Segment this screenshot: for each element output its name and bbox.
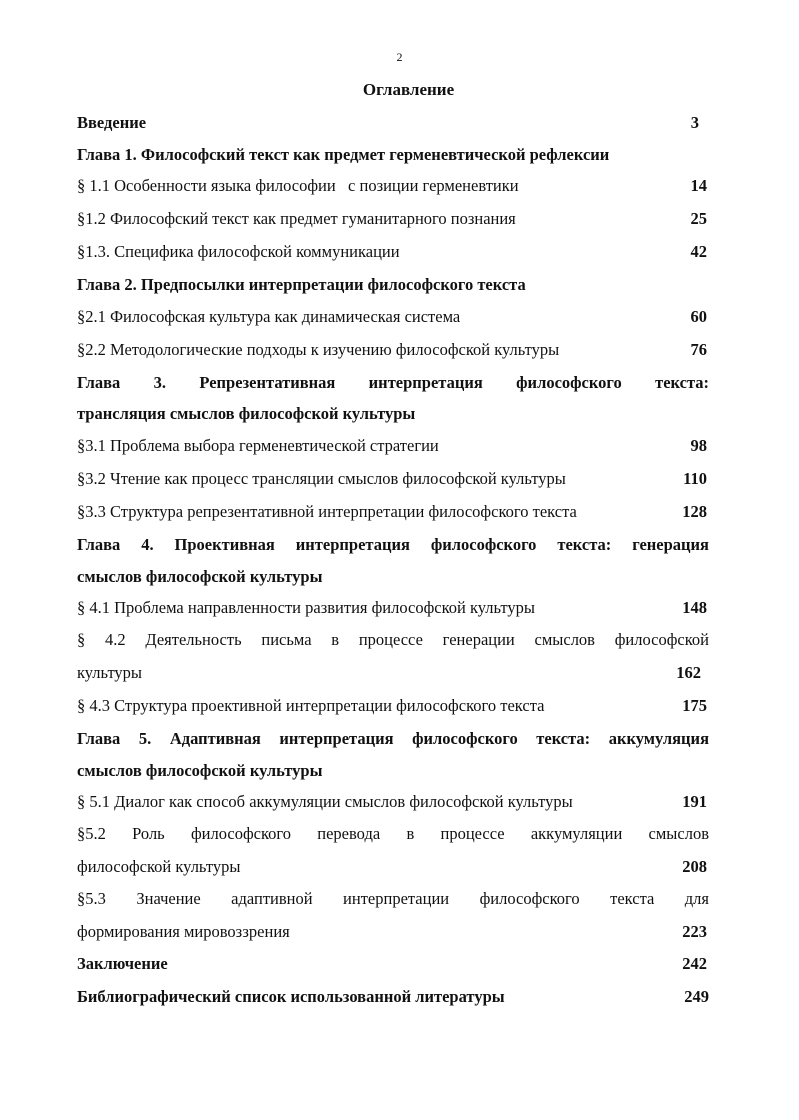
toc-entry-text: § 1.1 Особенности языка философии с позиции герменевтики <box>77 176 519 195</box>
toc-entry-text: §3.3 Структура репрезентативной интерпретации философского текста <box>77 502 577 521</box>
toc-entry-page: 208 <box>682 857 707 876</box>
toc-section-4-3[interactable] <box>77 696 709 716</box>
toc-section-5-1[interactable] <box>77 792 709 812</box>
toc-chapter-1[interactable] <box>77 145 709 165</box>
toc-chapter-5-continued[interactable]: смыслов философской культуры <box>77 761 323 780</box>
toc-entry-text: §1.2 Философский текст как предмет гуманитарного познания <box>77 209 516 228</box>
toc-section-5-2-continued[interactable] <box>77 857 709 877</box>
toc-section-3-2[interactable] <box>77 469 709 489</box>
toc-entry-text: §2.2 Методологические подходы к изучению философской культуры <box>77 340 560 359</box>
toc-entry-page: 110 <box>683 469 707 488</box>
toc-entry-page: 25 <box>690 209 707 228</box>
toc-entry-bibliography[interactable] <box>77 987 709 1007</box>
toc-entry-page: 191 <box>682 792 707 811</box>
toc-entry-page: 223 <box>682 922 707 941</box>
toc-entry-page: 249 <box>684 987 709 1006</box>
toc-entry-introduction[interactable] <box>77 113 709 133</box>
toc-section-3-1[interactable] <box>77 436 709 456</box>
toc-entry-text: Библиографический список использованной литературы <box>77 987 505 1006</box>
toc-section-2-1[interactable] <box>77 307 709 327</box>
toc-section-4-2-continued[interactable] <box>77 663 709 683</box>
toc-entry-text: Глава 1. Философский текст как предмет герменевтической рефлексии <box>77 145 610 164</box>
toc-chapter-4-continued[interactable]: смыслов философской культуры <box>77 567 323 586</box>
toc-entry-page: 60 <box>690 307 707 326</box>
toc-section-5-3[interactable]: §5.3 Значение адаптивной интерпретации философского текста для <box>77 889 709 908</box>
toc-section-1-3[interactable] <box>77 242 709 262</box>
toc-entry-text: культуры <box>77 663 143 682</box>
toc-entry-text: философской культуры <box>77 857 241 876</box>
toc-entry-text: формирования мировоззрения <box>77 922 290 941</box>
toc-section-1-1[interactable] <box>77 176 709 196</box>
toc-entry-text: § 4.1 Проблема направленности развития философской культуры <box>77 598 536 617</box>
toc-entry-page: 175 <box>682 696 707 715</box>
toc-section-4-1[interactable] <box>77 598 709 618</box>
toc-entry-conclusion[interactable] <box>77 954 709 974</box>
toc-chapter-4[interactable]: Глава 4. Проективная интерпретация философского текста: генерация <box>77 535 709 554</box>
toc-title: Оглавление <box>362 80 455 99</box>
toc-entry-page: 242 <box>682 954 707 973</box>
toc-entry-text: §1.3. Специфика философской коммуникации <box>77 242 400 261</box>
toc-entry-page: 162 <box>676 663 701 682</box>
toc-entry-text: §3.1 Проблема выбора герменевтической стратегии <box>77 436 439 455</box>
toc-entry-page: 76 <box>690 340 707 359</box>
toc-entry-text: Глава 2. Предпосылки интерпретации философского текста <box>77 275 526 294</box>
toc-entry-page: 98 <box>690 436 707 455</box>
toc-entry-page: 42 <box>690 242 707 261</box>
toc-entry-page: 3 <box>690 113 699 132</box>
toc-entry-page: 148 <box>682 598 707 617</box>
toc-section-5-3-continued[interactable] <box>77 922 709 942</box>
toc-entry-page: 128 <box>682 502 707 521</box>
toc-chapter-2[interactable] <box>77 275 709 295</box>
page-number: 2 <box>396 50 403 64</box>
toc-entry-text: § 4.3 Структура проективной интерпретации философского текста <box>77 696 545 715</box>
toc-chapter-5[interactable]: Глава 5. Адаптивная интерпретация философского текста: аккумуляция <box>77 729 709 748</box>
toc-entry-text: §3.2 Чтение как процесс трансляции смыслов философской культуры <box>77 469 566 488</box>
toc-section-5-2[interactable]: §5.2 Роль философского перевода в процессе аккумуляции смыслов <box>77 824 709 843</box>
toc-chapter-3[interactable]: Глава 3. Репрезентативная интерпретация философского текста: <box>77 373 709 392</box>
toc-section-4-2[interactable]: § 4.2 Деятельность письма в процессе генерации смыслов философской <box>77 630 709 649</box>
toc-entry-text: §2.1 Философская культура как динамическая система <box>77 307 461 326</box>
toc-section-1-2[interactable] <box>77 209 709 229</box>
toc-entry-page: 14 <box>690 176 707 195</box>
toc-entry-text: § 5.1 Диалог как способ аккумуляции смыслов философской культуры <box>77 792 573 811</box>
toc-section-2-2[interactable] <box>77 340 709 360</box>
toc-section-3-3[interactable] <box>77 502 709 522</box>
toc-entry-text: Заключение <box>77 954 168 973</box>
toc-entry-text: Введение <box>77 113 147 132</box>
toc-chapter-3-continued[interactable]: трансляция смыслов философской культуры <box>77 404 416 423</box>
